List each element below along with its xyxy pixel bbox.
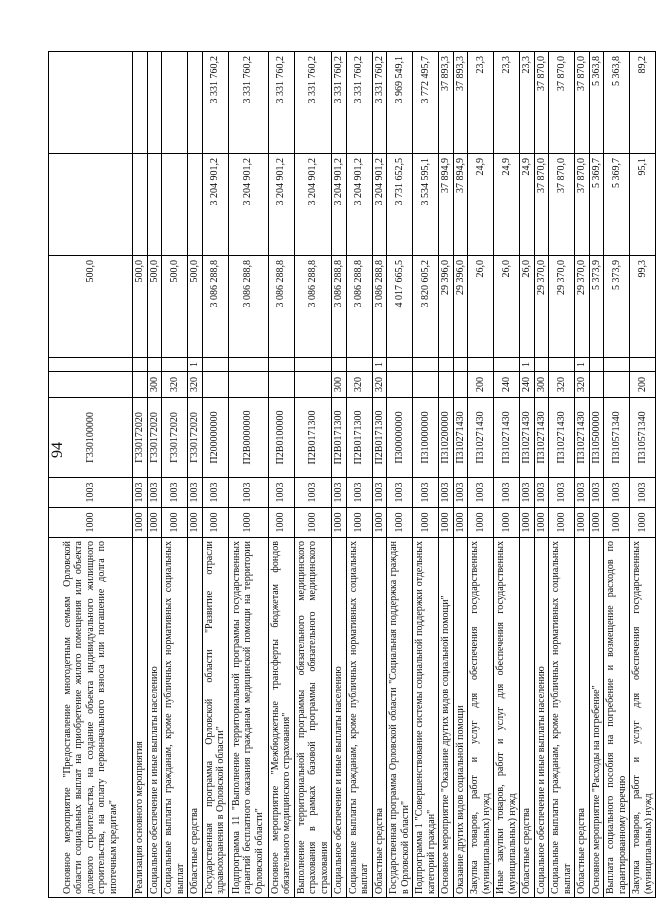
row-name: Основное мероприятие "Расходы на погребение" [589,538,604,898]
amount-year-3 [147,52,162,154]
amount-year-1: 3 086 288,8 [346,256,372,358]
table-row [133,52,148,898]
amount-year-3: 23,3 [494,52,520,154]
row-name: Государственная программа Орловской области "Социальная поддержка граждан в Орловской области" [387,538,413,898]
amount-year-1: 500,0 [147,256,162,358]
expense-type-code: 320 [346,372,372,398]
amount-year-2 [188,154,203,256]
amount-year-3 [133,52,148,154]
funding-mark [202,358,228,372]
table-row [534,52,549,898]
expense-type-code: 240 [520,372,535,398]
target-article-code: П310271430 [453,398,468,478]
row-name: Областные средства [575,538,590,898]
section-code: 1000 [589,508,604,538]
funding-mark [604,358,630,372]
subsection-code: 1003 [575,478,590,508]
section-code: 1000 [494,508,520,538]
section-code: 1000 [228,508,268,538]
amount-year-1: 3 820 605,2 [413,256,439,358]
row-name: Социальные выплаты гражданам, кроме публичных нормативных социальных выплат [162,538,188,898]
section-code: 1000 [202,508,228,538]
row-name: Оказание других видов социальной помощи [453,538,468,898]
subsection-code: 1003 [228,478,268,508]
table-row [228,52,268,898]
amount-year-1: 26,0 [520,256,535,358]
amount-year-1: 500,0 [49,256,133,358]
table-row [332,52,347,898]
target-article-code: П310500000 [589,398,604,478]
amount-year-1: 3 086 288,8 [294,256,332,358]
amount-year-1: 5 373,9 [604,256,630,358]
funding-mark: 1 [372,358,387,372]
amount-year-2: 24,9 [494,154,520,256]
expense-type-code [453,372,468,398]
target-article-code: П310271430 [520,398,535,478]
table-row [49,52,133,898]
subsection-code: 1003 [133,478,148,508]
subsection-code: 1003 [468,478,494,508]
amount-year-2: 3 204 901,2 [202,154,228,256]
table-row [520,52,535,898]
section-code: 1000 [413,508,439,538]
table-row [439,52,454,898]
table-row [372,52,387,898]
amount-year-2: 37 894,9 [439,154,454,256]
amount-year-1: 29 370,0 [534,256,549,358]
row-name: Реализация основного мероприятия [133,538,148,898]
subsection-code: 1003 [162,478,188,508]
target-article-code: Г330172020 [162,398,188,478]
amount-year-1: 29 370,0 [575,256,590,358]
funding-mark: 1 [520,358,535,372]
amount-year-3: 37 870,0 [575,52,590,154]
expense-type-code [202,372,228,398]
section-code: 1000 [188,508,203,538]
amount-year-2: 3 204 901,2 [268,154,294,256]
row-name: Подпрограмма 1 "Совершенствование системы социальной поддержки отдельных категорий граждан" [413,538,439,898]
amount-year-2: 3 204 901,2 [228,154,268,256]
subsection-code: 1003 [372,478,387,508]
amount-year-2: 3 204 901,2 [332,154,347,256]
funding-mark [332,358,347,372]
row-name: Государственная программа Орловской области "Развитие отрасли здравоохранения в Орловской области" [202,538,228,898]
subsection-code: 1003 [413,478,439,508]
target-article-code: П2В0100000 [268,398,294,478]
amount-year-3: 37 870,0 [549,52,575,154]
amount-year-3: 3 331 760,2 [228,52,268,154]
amount-year-3: 5 363,8 [589,52,604,154]
amount-year-2: 3 204 901,2 [346,154,372,256]
section-code: 1000 [294,508,332,538]
expense-type-code [589,372,604,398]
section-code: 1000 [49,508,133,538]
table-row [188,52,203,898]
table-row [589,52,604,898]
funding-mark [630,358,656,372]
amount-year-3: 3 331 760,2 [332,52,347,154]
row-name: Социальное обеспечение и иные выплаты населению [534,538,549,898]
subsection-code: 1003 [630,478,656,508]
subsection-code: 1003 [202,478,228,508]
expense-type-code [387,372,413,398]
amount-year-3 [188,52,203,154]
amount-year-1: 99,3 [630,256,656,358]
target-article-code: П310271430 [468,398,494,478]
target-article-code: П300000000 [387,398,413,478]
target-article-code: П310000000 [413,398,439,478]
target-article-code: П2В0171300 [332,398,347,478]
row-name: Основное мероприятие "Предоставление многодетным семьям Орловской области социальных выплат на приобретение жилого помещения или объекта долевого строительства, на создание объекта индивидуального жилищного строительства, на оплату первоначального взноса или погашение долга по ипотечным кредитам" [49,538,133,898]
amount-year-2 [133,154,148,256]
row-name: Подпрограмма 11 "Выполнение территориальной программы государственных гарантий бесплатного оказания гражданам медицинской помощи на территории Орловской области" [228,538,268,898]
amount-year-3: 23,3 [468,52,494,154]
expense-type-code [413,372,439,398]
section-code: 1000 [372,508,387,538]
table-row [387,52,413,898]
amount-year-3: 3 772 495,7 [413,52,439,154]
amount-year-1: 500,0 [133,256,148,358]
section-code: 1000 [147,508,162,538]
amount-year-3: 37 893,3 [453,52,468,154]
amount-year-2 [147,154,162,256]
table-row [453,52,468,898]
table-row [604,52,630,898]
expense-type-code [49,372,133,398]
budget-table [48,51,656,898]
expense-type-code [294,372,332,398]
target-article-code: П310271430 [575,398,590,478]
expense-type-code: 320 [372,372,387,398]
row-name: Основное мероприятие "Оказание других видов социальной помощи" [439,538,454,898]
amount-year-1: 29 396,0 [439,256,454,358]
table-row [413,52,439,898]
target-article-code: Г330100000 [49,398,133,478]
table-row [494,52,520,898]
subsection-code: 1003 [268,478,294,508]
amount-year-1: 26,0 [468,256,494,358]
amount-year-3: 3 331 760,2 [346,52,372,154]
expense-type-code: 320 [162,372,188,398]
amount-year-2: 3 204 901,2 [372,154,387,256]
subsection-code: 1003 [147,478,162,508]
expense-type-code [268,372,294,398]
amount-year-2: 3 204 901,2 [294,154,332,256]
funding-mark [49,358,133,372]
table-row [630,52,656,898]
amount-year-1: 29 396,0 [453,256,468,358]
funding-mark [387,358,413,372]
row-name: Социальное обеспечение и иные выплаты населению [332,538,347,898]
section-code: 1000 [332,508,347,538]
target-article-code: П310271430 [494,398,520,478]
funding-mark [147,358,162,372]
target-article-code: П2В0171300 [346,398,372,478]
row-name: Социальное обеспечение и иные выплаты населению [147,538,162,898]
amount-year-1: 29 370,0 [549,256,575,358]
expense-type-code: 200 [468,372,494,398]
target-article-code: П310571340 [630,398,656,478]
amount-year-1: 3 086 288,8 [372,256,387,358]
target-article-code: П310271430 [534,398,549,478]
funding-mark: 1 [575,358,590,372]
amount-year-1: 4 017 665,5 [387,256,413,358]
subsection-code: 1003 [188,478,203,508]
amount-year-3 [162,52,188,154]
amount-year-3: 3 969 549,1 [387,52,413,154]
row-name: Выплата социального пособия на погребение и возмещение расходов по гарантированному перечню [604,538,630,898]
row-name: Закупка товаров, работ и услуг для обеспечения государственных (муниципальных) нужд [468,538,494,898]
funding-mark [346,358,372,372]
amount-year-2: 3 534 595,1 [413,154,439,256]
page-number: 94 [49,442,66,458]
expense-type-code: 320 [188,372,203,398]
table-row [549,52,575,898]
amount-year-2: 5 369,7 [589,154,604,256]
section-code: 1000 [604,508,630,538]
section-code: 1000 [549,508,575,538]
subsection-code: 1003 [534,478,549,508]
funding-mark [228,358,268,372]
amount-year-3: 37 893,3 [439,52,454,154]
target-article-code: Г330172020 [147,398,162,478]
amount-year-3: 5 363,8 [604,52,630,154]
target-article-code: Г330172020 [133,398,148,478]
expense-type-code: 300 [147,372,162,398]
expense-type-code: 300 [332,372,347,398]
target-article-code: П310271430 [549,398,575,478]
subsection-code: 1003 [520,478,535,508]
table-row [294,52,332,898]
section-code: 1000 [534,508,549,538]
table-row [147,52,162,898]
row-name: Закупка товаров, работ и услуг для обеспечения государственных (муниципальных) нужд [630,538,656,898]
subsection-code: 1003 [49,478,133,508]
funding-mark [453,358,468,372]
amount-year-1: 3 086 288,8 [268,256,294,358]
amount-year-3: 3 331 760,2 [268,52,294,154]
expense-type-code [133,372,148,398]
expense-type-code [439,372,454,398]
table-row [268,52,294,898]
amount-year-1: 5 373,9 [589,256,604,358]
subsection-code: 1003 [453,478,468,508]
subsection-code: 1003 [346,478,372,508]
amount-year-1: 26,0 [494,256,520,358]
target-article-code: П2В0171300 [294,398,332,478]
subsection-code: 1003 [589,478,604,508]
funding-mark: 1 [188,358,203,372]
amount-year-2 [49,154,133,256]
target-article-code: П2В0171300 [372,398,387,478]
section-code: 1000 [268,508,294,538]
section-code: 1000 [630,508,656,538]
section-code: 1000 [346,508,372,538]
expense-type-code: 200 [630,372,656,398]
amount-year-2: 24,9 [520,154,535,256]
amount-year-2 [162,154,188,256]
subsection-code: 1003 [549,478,575,508]
row-name: Социальные выплаты гражданам, кроме публичных нормативных социальных выплат [549,538,575,898]
expense-type-code: 320 [575,372,590,398]
expense-type-code: 240 [494,372,520,398]
row-name: Основное мероприятие "Межбюджетные трансферты бюджетам фондов обязательного медицинского страхования" [268,538,294,898]
section-code: 1000 [575,508,590,538]
funding-mark [439,358,454,372]
row-name: Областные средства [188,538,203,898]
section-code: 1000 [387,508,413,538]
section-code: 1000 [162,508,188,538]
expense-type-code [228,372,268,398]
subsection-code: 1003 [439,478,454,508]
amount-year-1: 500,0 [162,256,188,358]
amount-year-1: 500,0 [188,256,203,358]
subsection-code: 1003 [294,478,332,508]
amount-year-3: 23,3 [520,52,535,154]
row-name: Иные закупки товаров, работ и услуг для обеспечения государственных (муниципальных) нужд [494,538,520,898]
amount-year-2: 95,1 [630,154,656,256]
funding-mark [534,358,549,372]
section-code: 1000 [520,508,535,538]
target-article-code: П200000000 [202,398,228,478]
row-name: Выполнение территориальной программы обязательного медицинского страхования в рамках базовой программы обязательного медицинского страхования [294,538,332,898]
amount-year-3: 3 331 760,2 [294,52,332,154]
amount-year-3: 89,2 [630,52,656,154]
subsection-code: 1003 [494,478,520,508]
funding-mark [549,358,575,372]
amount-year-3 [49,52,133,154]
section-code: 1000 [453,508,468,538]
amount-year-2: 24,9 [468,154,494,256]
funding-mark [494,358,520,372]
funding-mark [413,358,439,372]
section-code: 1000 [133,508,148,538]
section-code: 1000 [439,508,454,538]
funding-mark [294,358,332,372]
amount-year-1: 3 086 288,8 [332,256,347,358]
target-article-code: П310571340 [604,398,630,478]
target-article-code: Г330172020 [188,398,203,478]
amount-year-3: 3 331 760,2 [202,52,228,154]
row-name: Областные средства [520,538,535,898]
expense-type-code: 300 [534,372,549,398]
amount-year-1: 3 086 288,8 [202,256,228,358]
funding-mark [162,358,188,372]
funding-mark [468,358,494,372]
target-article-code: П310200000 [439,398,454,478]
expense-type-code [604,372,630,398]
expense-type-code: 320 [549,372,575,398]
amount-year-2: 3 731 652,5 [387,154,413,256]
funding-mark [589,358,604,372]
row-name: Социальные выплаты гражданам, кроме публичных нормативных социальных выплат [346,538,372,898]
table-row [346,52,372,898]
amount-year-2: 37 870,0 [575,154,590,256]
table-row [202,52,228,898]
amount-year-1: 3 086 288,8 [228,256,268,358]
table-row [575,52,590,898]
subsection-code: 1003 [604,478,630,508]
amount-year-2: 5 369,7 [604,154,630,256]
amount-year-2: 37 870,0 [534,154,549,256]
amount-year-2: 37 870,0 [549,154,575,256]
target-article-code: П2В0000000 [228,398,268,478]
subsection-code: 1003 [387,478,413,508]
amount-year-2: 37 894,9 [453,154,468,256]
funding-mark [268,358,294,372]
row-name: Областные средства [372,538,387,898]
section-code: 1000 [468,508,494,538]
amount-year-3: 37 870,0 [534,52,549,154]
subsection-code: 1003 [332,478,347,508]
amount-year-3: 3 331 760,2 [372,52,387,154]
rotated-budget-table-container [48,52,654,898]
funding-mark [133,358,148,372]
table-row [162,52,188,898]
table-row [468,52,494,898]
